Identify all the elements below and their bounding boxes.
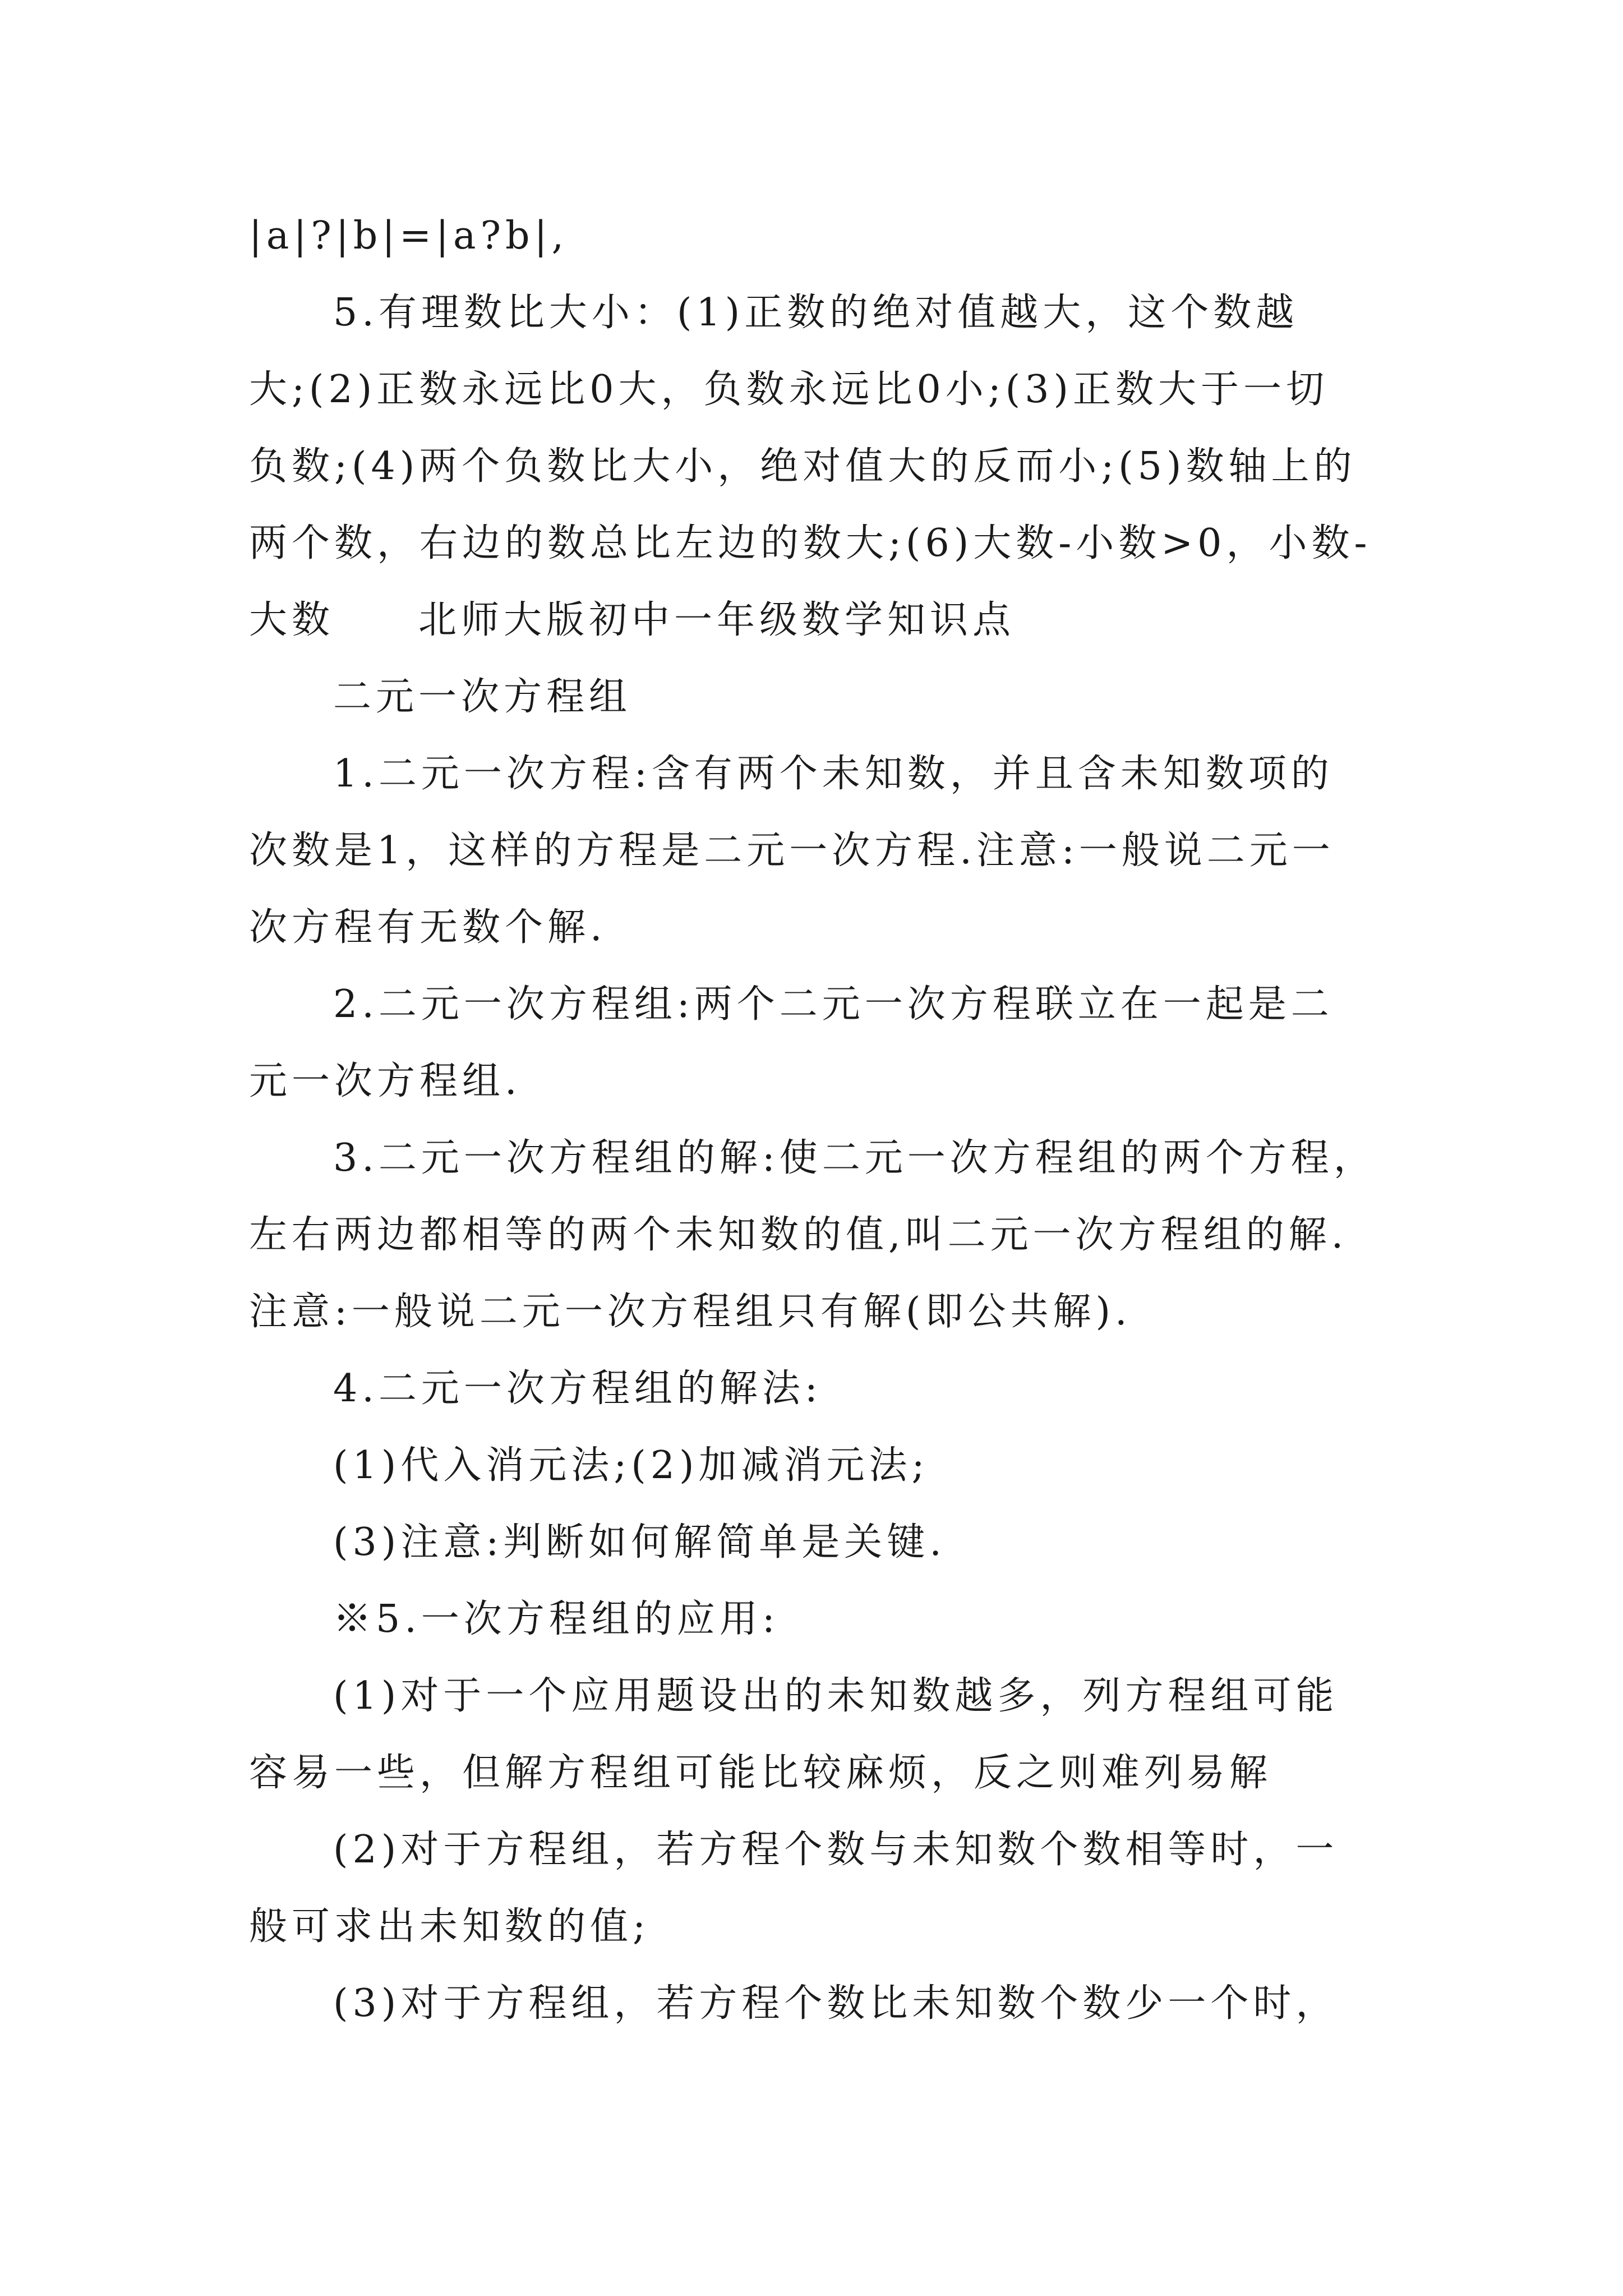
- text-line: 4.二元一次方程组的解法:: [333, 1366, 822, 1411]
- text-line: 容易一些，但解方程组可能比较麻烦，反之则难列易解: [249, 1751, 1272, 1795]
- text-line: 注意:一般说二元一次方程组只有解(即公共解).: [249, 1290, 1132, 1334]
- text-line: 负数;(4)两个负数比大小，绝对值大的反而小;(5)数轴上的: [249, 444, 1357, 489]
- text-line: 1.二元一次方程:含有两个未知数，并且含未知数项的: [333, 752, 1334, 796]
- inline-heading: 北师大版初中一年级数学知识点: [418, 598, 1016, 642]
- text-line: 3.二元一次方程组的解:使二元一次方程组的两个方程，: [333, 1136, 1376, 1180]
- text-line: ※5.一次方程组的应用:: [333, 1597, 780, 1641]
- text-line: (3)注意:判断如何解简单是关键.: [333, 1520, 946, 1565]
- text-line: 两个数，右边的数总比左边的数大;(6)大数-小数>0，小数-: [249, 521, 1372, 565]
- text-line: 大;(2)正数永远比0大，负数永远比0小;(3)正数大于一切: [249, 367, 1329, 412]
- text-line: [249, 582, 1382, 659]
- text-line: 左右两边都相等的两个未知数的值,叫二元一次方程组的解.: [249, 1213, 1348, 1257]
- section-heading: 二元一次方程组: [333, 675, 632, 719]
- text-line: 次数是1，这样的方程是二元一次方程.注意:一般说二元一: [249, 829, 1335, 873]
- text-line: 2.二元一次方程组:两个二元一次方程联立在一起是二: [333, 982, 1334, 1027]
- document-body: [249, 197, 1382, 2042]
- text-line: (1)对于一个应用题设出的未知数越多，列方程组可能: [333, 1674, 1339, 1718]
- text-line: |a|?|b|=|a?b|,: [249, 214, 569, 258]
- text-line: (3)对于方程组，若方程个数比未知数个数少一个时，: [333, 1981, 1339, 2026]
- text-line: (1)代入消元法;(2)加减消元法;: [333, 1443, 929, 1488]
- text-line: (2)对于方程组，若方程个数与未知数个数相等时，一: [333, 1828, 1339, 1872]
- text-line: 5.有理数比大小：(1)正数的绝对值越大，这个数越: [333, 291, 1299, 335]
- text-line: 般可求出未知数的值;: [249, 1904, 650, 1949]
- text-fragment: 大数: [249, 598, 335, 642]
- text-line: 次方程有无数个解.: [249, 905, 607, 950]
- text-line: 元一次方程组.: [249, 1059, 522, 1103]
